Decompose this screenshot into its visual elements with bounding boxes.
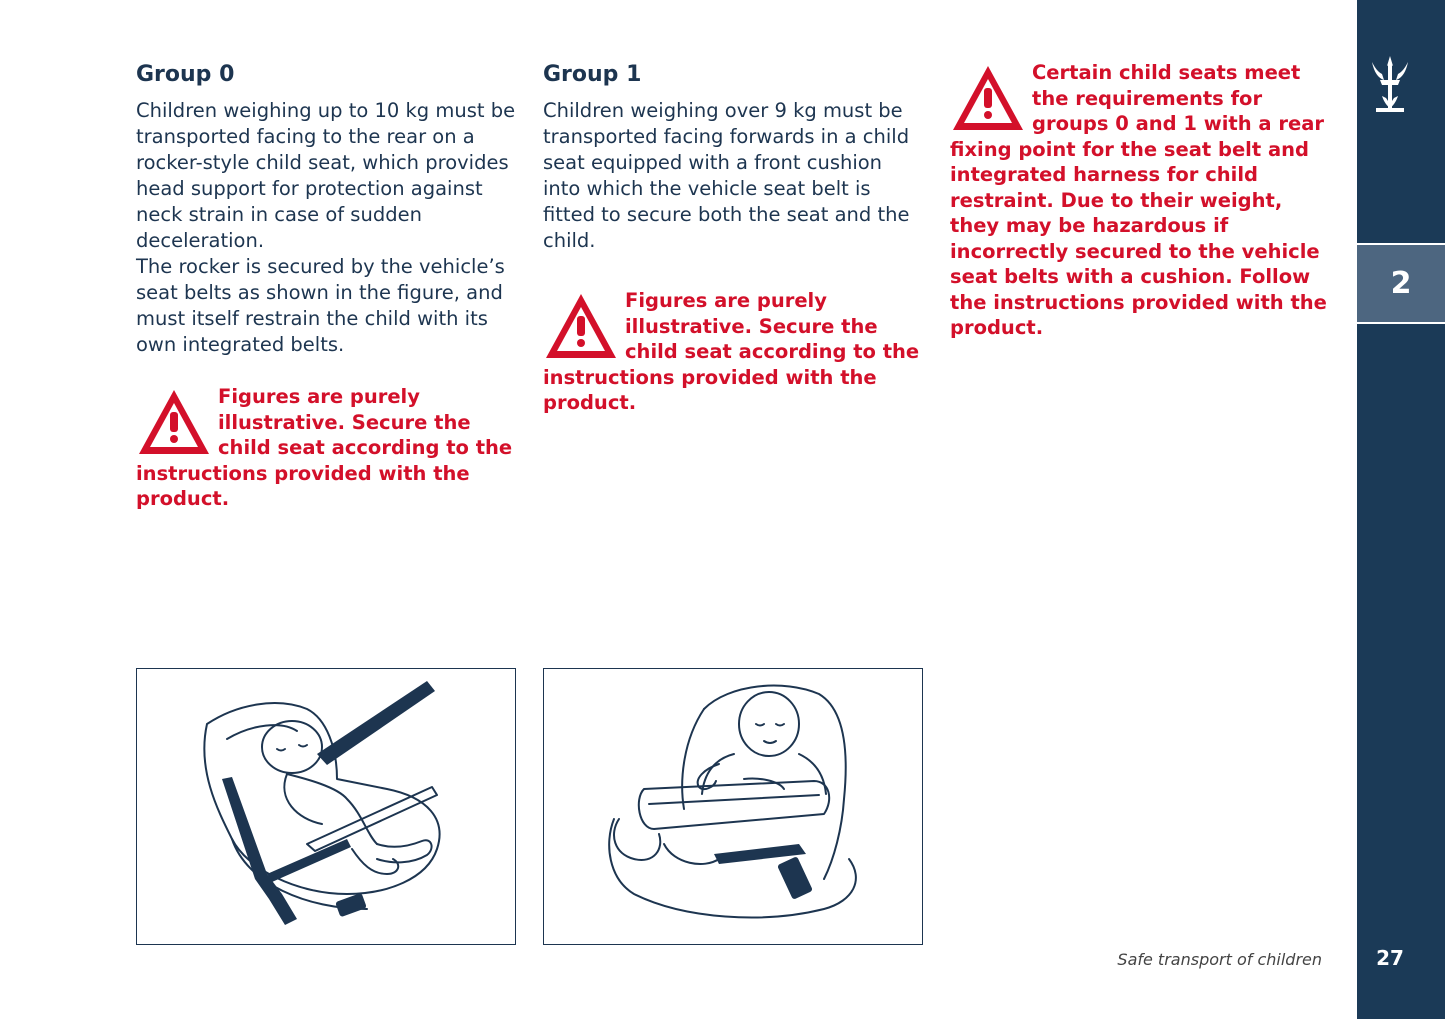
section-footer: Safe transport of children <box>1117 950 1322 969</box>
figure-forward-facing-seat <box>543 668 923 945</box>
group-0-title: Group 0 <box>136 62 235 87</box>
group-1-body: Children weighing over 9 kg must be transported facing forwards in a child seat equipped with a front cushion into which the vehicle seat belt is fitted to secure both the seat and the child. <box>543 99 910 252</box>
group-0-warning-text: Figures are purely illustrative. Secure the child seat according to the instructions provided with the product. <box>136 385 513 510</box>
chapter-tab[interactable]: 2 <box>1357 243 1445 324</box>
group-1-warning-text: Figures are purely illustrative. Secure the child seat according to the instructions provided with the product. <box>543 289 920 414</box>
group-0-body-1: Children weighing up to 10 kg must be transported facing to the rear on a rocker-style child seat, which provides head support for protection against neck strain in case of sudden deceleration. <box>136 99 516 252</box>
side-warning-column <box>950 60 1335 341</box>
warning-triangle-icon <box>136 386 212 460</box>
group-0-warning <box>136 384 516 512</box>
side-warning <box>950 60 1335 341</box>
chapter-sidebar <box>1357 0 1445 1019</box>
page-number: 27 <box>1376 946 1404 970</box>
group-1-warning <box>543 288 923 416</box>
warning-triangle-icon <box>543 290 619 364</box>
group-1-title: Group 1 <box>543 62 642 87</box>
group-0-column <box>136 60 516 512</box>
rocker-seat-illustration <box>137 669 515 944</box>
group-0-body-2: The rocker is secured by the vehicle’s seat belts as shown in the figure, and must itself restrain the child with its own integrated belts. <box>136 255 505 356</box>
figure-rear-facing-seat <box>136 668 516 945</box>
group-1-column <box>543 60 923 416</box>
warning-triangle-icon <box>950 62 1026 136</box>
trident-logo-icon <box>1368 52 1412 114</box>
cushion-seat-illustration <box>544 669 922 944</box>
side-warning-text: Certain child seats meet the requirements for groups 0 and 1 with a rear fixing point for the seat belt and integrated harness for child restraint. Due to their weight, they may be hazardous if incorrectly secured to the vehicle seat belts with a cushion. Follow the instructions provided with the product. <box>950 61 1327 339</box>
